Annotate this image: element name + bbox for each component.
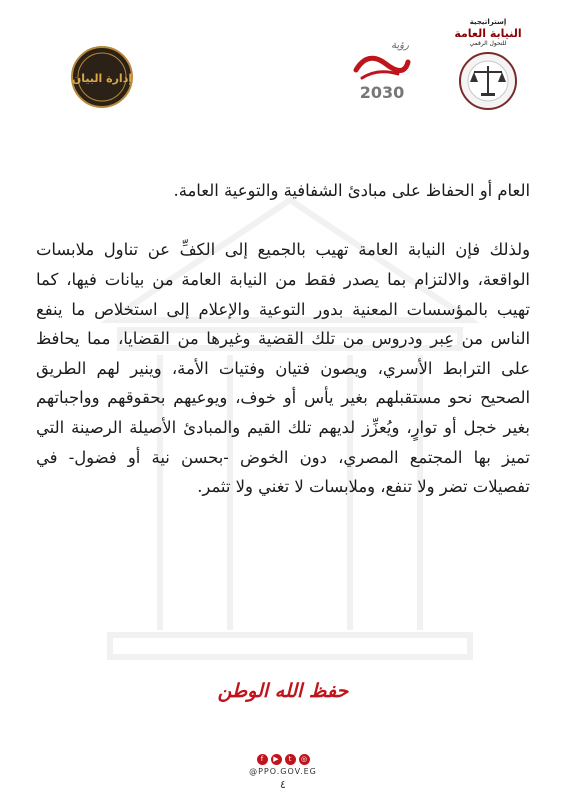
closing-phrase: حفظ الله الوطن — [217, 680, 349, 702]
paragraph-1: العام أو الحفاظ على مبادئ الشفافية والتوعية العامة. — [173, 181, 530, 201]
bayan-logo-icon — [70, 45, 134, 109]
facebook-icon[interactable]: f — [257, 754, 268, 765]
logo-line-2: النيابة العامة — [454, 27, 522, 40]
vision-2030-logo — [348, 28, 414, 108]
paragraph-2: ولذلك فإن النيابة العامة تهيب بالجميع إلى الكفِّ عن تناول ملابسات الواقعة، والالتزام بما يصدر فقط من النيابة العامة من بيانات فيها، كما تهيب بالمؤسسات المعنية بدور التوعية والإعلام إلى استخلاص ما ينفع الناس من عِبر ودروس من تلك القضية وغيرها من القضايا، مما يحافظ على الترابط الأسري، ويصون فتيان وفتيات الأمة، وينير لهم الطريق الصحيح نحو مستقبلهم بغير يأس أو خوف، ويوعيهم بحقوقهم وواجباتهم بغير خجل أو توارٍ، ويُعزِّز لديهم تلك القيم والمبادئ الأصيلة الرصينة التي تميز بها المجتمع المصري، دون الخوض -بحسن نية أو فضول- في تفصيلات تضر ولا تنفع، وملابسات لا تغني ولا تثمر. — [36, 240, 530, 497]
scales-of-justice-icon — [456, 50, 520, 112]
instagram-icon[interactable]: ◎ — [299, 754, 310, 765]
social-icons — [257, 754, 310, 765]
svg-text:إدارة البيان: إدارة البيان — [71, 72, 133, 85]
svg-text:2030: 2030 — [359, 83, 405, 102]
bayan-administration-logo — [70, 45, 134, 109]
public-prosecution-strategy-logo — [440, 18, 536, 118]
youtube-icon[interactable]: ▶ — [271, 754, 282, 765]
svg-text:رؤية: رؤية — [391, 40, 409, 51]
page-number: ٤ — [280, 778, 286, 791]
logo-line-1: إستراتيجية — [469, 18, 507, 26]
footer — [0, 746, 566, 776]
logo-line-3: للتحول الرقمي — [469, 40, 507, 47]
website-link[interactable]: @PPO.GOV.EG — [249, 767, 317, 776]
twitter-icon[interactable]: t — [285, 754, 296, 765]
